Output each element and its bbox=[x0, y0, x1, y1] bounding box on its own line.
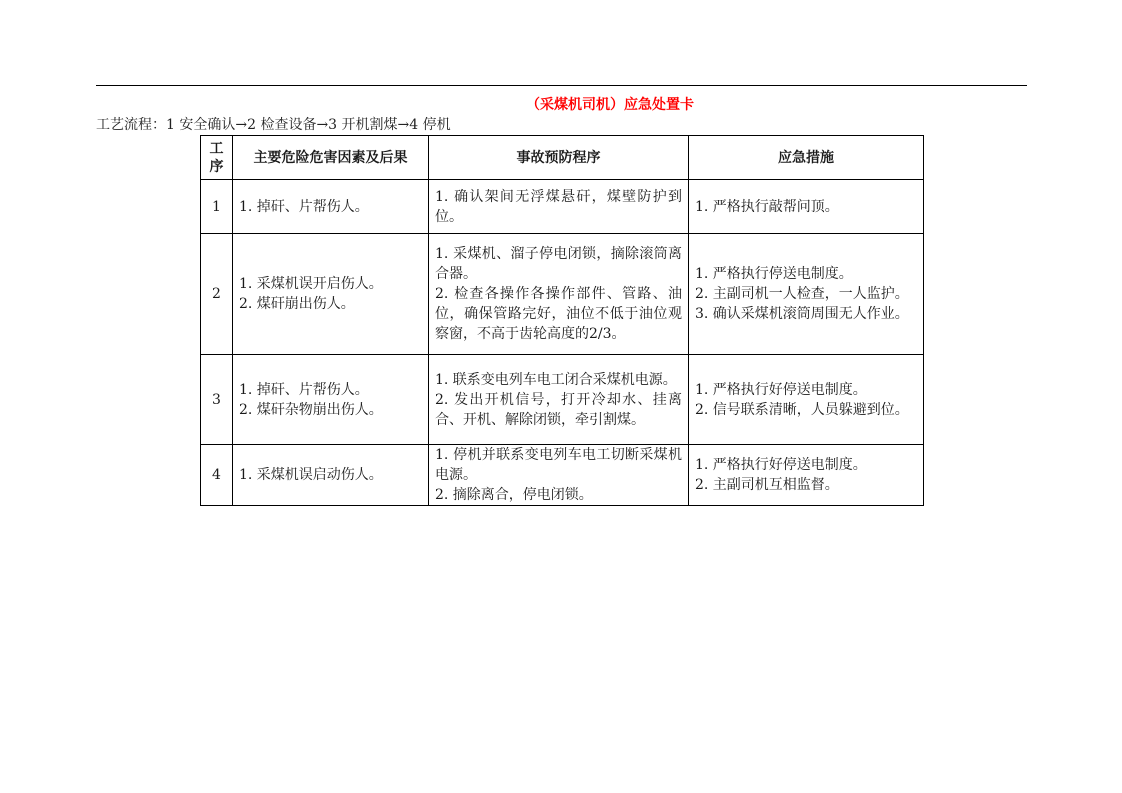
emergency-item: 1. 严格执行好停送电制度。 bbox=[695, 457, 867, 473]
hazards-cell bbox=[233, 234, 429, 355]
emergency-cell bbox=[689, 445, 924, 506]
emergency-item: 2. 主副司机互相监督。 bbox=[695, 477, 839, 493]
header-step bbox=[201, 136, 233, 180]
process-flow bbox=[96, 116, 451, 134]
prevention-item: 1. 采煤机、溜子停电闭锁，摘除滚筒离合器。 bbox=[435, 246, 682, 282]
table-header-row bbox=[201, 136, 924, 180]
emergency-item: 2. 信号联系清晰，人员躲避到位。 bbox=[695, 401, 909, 418]
header-hazards: 主要危险危害因素及后果 bbox=[233, 136, 429, 180]
hazard-item: 1. 采煤机误开启伤人。 bbox=[239, 276, 383, 292]
header-emergency: 应急措施 bbox=[689, 136, 924, 180]
emergency-item: 2. 主副司机一人检查，一人监护。 bbox=[695, 286, 909, 302]
header-step-line-1: 工 bbox=[209, 140, 224, 157]
emergency-item: 3. 确认采煤机滚筒周围无人作业。 bbox=[695, 306, 909, 322]
prevention-cell bbox=[429, 180, 689, 234]
emergency-item: 1. 严格执行敲帮问顶。 bbox=[695, 198, 839, 215]
hazards-cell bbox=[233, 355, 429, 445]
hazards-cell bbox=[233, 180, 429, 234]
table-row bbox=[201, 445, 924, 506]
hazard-item: 1. 掉矸、片帮伤人。 bbox=[239, 198, 369, 215]
hazard-item: 2. 煤矸杂物崩出伤人。 bbox=[239, 401, 383, 418]
emergency-item: 1. 严格执行停送电制度。 bbox=[695, 266, 853, 282]
step-number: 3 bbox=[201, 355, 233, 445]
header-rule bbox=[96, 85, 1027, 86]
prevention-item: 2. 摘除离合，停电闭锁。 bbox=[435, 487, 593, 503]
step-number: 4 bbox=[201, 445, 233, 506]
step-number: 2 bbox=[201, 234, 233, 355]
card-title: （采煤机司机）应急处置卡 bbox=[526, 97, 694, 113]
table-row bbox=[201, 234, 924, 355]
prevention-cell bbox=[429, 234, 689, 355]
prevention-item: 1. 停机并联系变电列车电工切断采煤机电源。 bbox=[435, 447, 682, 483]
prevention-item: 2. 检查各操作各操作部件、管路、油位，确保管路完好，油位不低于油位观察窗，不高于齿轮高度的2/3。 bbox=[435, 286, 682, 342]
table-row bbox=[201, 180, 924, 234]
header-step-line-2: 序 bbox=[209, 158, 224, 175]
hazard-item: 1. 采煤机误启动伤人。 bbox=[239, 467, 383, 483]
emergency-item: 1. 严格执行好停送电制度。 bbox=[695, 381, 867, 398]
emergency-cell bbox=[689, 180, 924, 234]
prevention-item: 1. 联系变电列车电工闭合采煤机电源。 bbox=[435, 371, 677, 388]
step-number: 1 bbox=[201, 180, 233, 234]
hazard-item: 2. 煤矸崩出伤人。 bbox=[239, 296, 355, 312]
prevention-item: 2. 发出开机信号，打开冷却水、挂离合、开机、解除闭锁，牵引割煤。 bbox=[435, 391, 682, 428]
hazards-cell bbox=[233, 445, 429, 506]
emergency-card-table bbox=[200, 135, 924, 506]
hazard-item: 1. 掉矸、片帮伤人。 bbox=[239, 381, 369, 398]
prevention-item: 1. 确认架间无浮煤悬矸，煤壁防护到位。 bbox=[435, 188, 682, 225]
table-row bbox=[201, 355, 924, 445]
prevention-cell bbox=[429, 445, 689, 506]
process-label: 工艺流程： bbox=[96, 117, 166, 133]
emergency-cell bbox=[689, 234, 924, 355]
emergency-cell bbox=[689, 355, 924, 445]
process-steps: 1 安全确认→2 检查设备→3 开机割煤→4 停机 bbox=[166, 117, 451, 133]
header-prevention: 事故预防程序 bbox=[429, 136, 689, 180]
prevention-cell bbox=[429, 355, 689, 445]
